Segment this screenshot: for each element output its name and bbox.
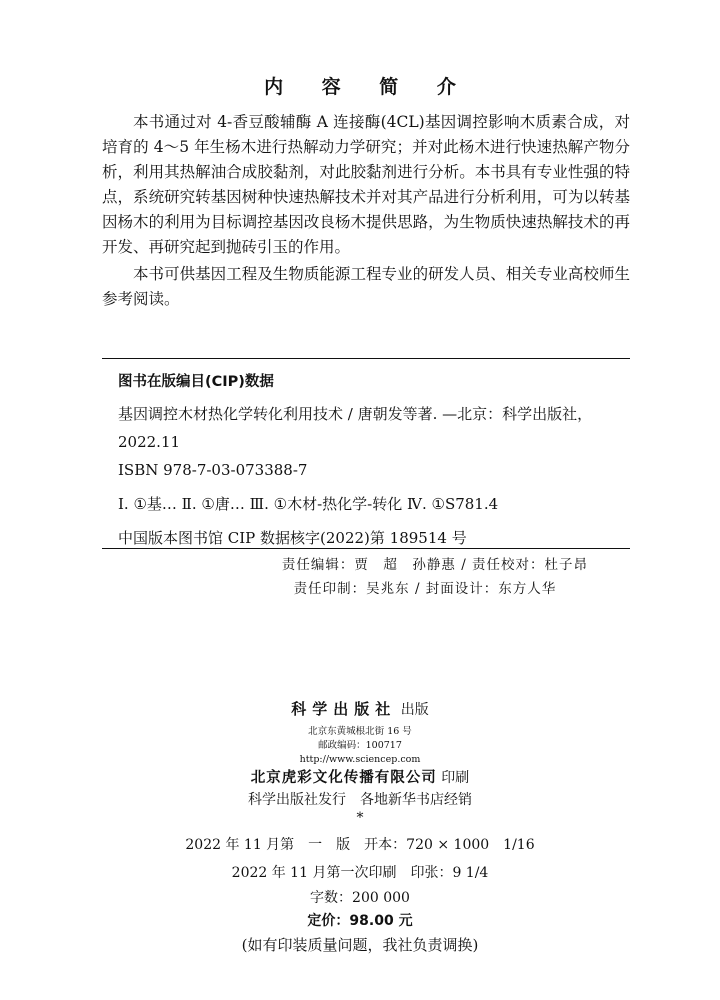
cip-top-rule — [102, 358, 630, 359]
summary-section — [102, 110, 630, 312]
cip-heading: 图书在版编目(CIP)数据 — [118, 374, 274, 390]
word-count: 字数：200 000 — [310, 890, 410, 906]
summary-paragraph-2: 本书可供基因工程及生物质能源工程专业的研发人员、相关专业高校师生参考阅读。 — [102, 265, 630, 308]
replacement-notice: (如有印装质量问题，我社负责调换) — [241, 936, 479, 954]
publisher-action: 出版 — [400, 702, 429, 718]
separator-star: * — [356, 810, 364, 826]
printer-name: 北京虎彩文化传播有限公司 — [250, 769, 437, 786]
price: 定价：98.00 元 — [307, 913, 413, 929]
summary-paragraph-1: 本书通过对 4-香豆酸辅酶 A 连接酶(4CL)基因调控影响木质素合成，对培育的 4～5 年生杨木进行热解动力学研究；并对此杨木进行快速热解产物分析，利用其热解油合成胶黏剂，对此胶黏剂进行分析。本书具有专业性强的特点，系统研究转基因树种快速热解技术并对其产品进行分析利用，可为以转基因杨木的利用为目标调控基因改良杨木提供思路，为生物质快速热解技术的再开发、再研究起到抛砖引玉的作用。 — [102, 113, 630, 256]
cip-classification: Ⅰ. ①基… Ⅱ. ①唐… Ⅲ. ①木材-热化学-转化 Ⅳ. ①S781.4 — [118, 495, 499, 513]
publisher-name: 科学出版社 — [291, 700, 397, 718]
cip-record-number: 中国版本图书馆 CIP 数据核字(2022)第 189514 号 — [118, 529, 467, 547]
cip-date-line: 2022.11 — [118, 433, 181, 451]
printer-action: 印刷 — [441, 770, 470, 786]
credits-production: 责任印制：吴兆东 / 封面设计：东方人华 — [293, 581, 557, 597]
publisher-line — [0, 698, 720, 721]
cip-isbn: ISBN 978-7-03-073388-7 — [118, 461, 308, 479]
credits-section — [0, 553, 720, 601]
cip-title-line: 基因调控木材热化学转化利用技术 / 唐朝发等著. —北京：科学出版社， — [118, 405, 593, 423]
distribution-line: 科学出版社发行 各地新华书店经销 — [248, 792, 472, 808]
printer-line — [0, 767, 720, 789]
printing-line: 2022 年 11 月第一次印刷 印张：9 1/4 — [231, 865, 489, 881]
publisher-postcode: 邮政编码：100717 — [318, 740, 402, 751]
cip-bottom-rule — [102, 548, 630, 549]
publisher-website: http://www.sciencep.com — [299, 754, 421, 765]
imprint-section — [0, 698, 720, 957]
credits-editors: 责任编辑：贾 超 孙静惠 / 责任校对：杜子昂 — [281, 557, 589, 573]
publisher-address: 北京东黄城根北街 16 号 — [308, 726, 412, 737]
page-title: 内 容 简 介 — [264, 76, 472, 98]
edition-line: 2022 年 11 月第 一 版 开本：720 × 1000 1/16 — [185, 837, 535, 853]
cip-record — [118, 400, 626, 552]
